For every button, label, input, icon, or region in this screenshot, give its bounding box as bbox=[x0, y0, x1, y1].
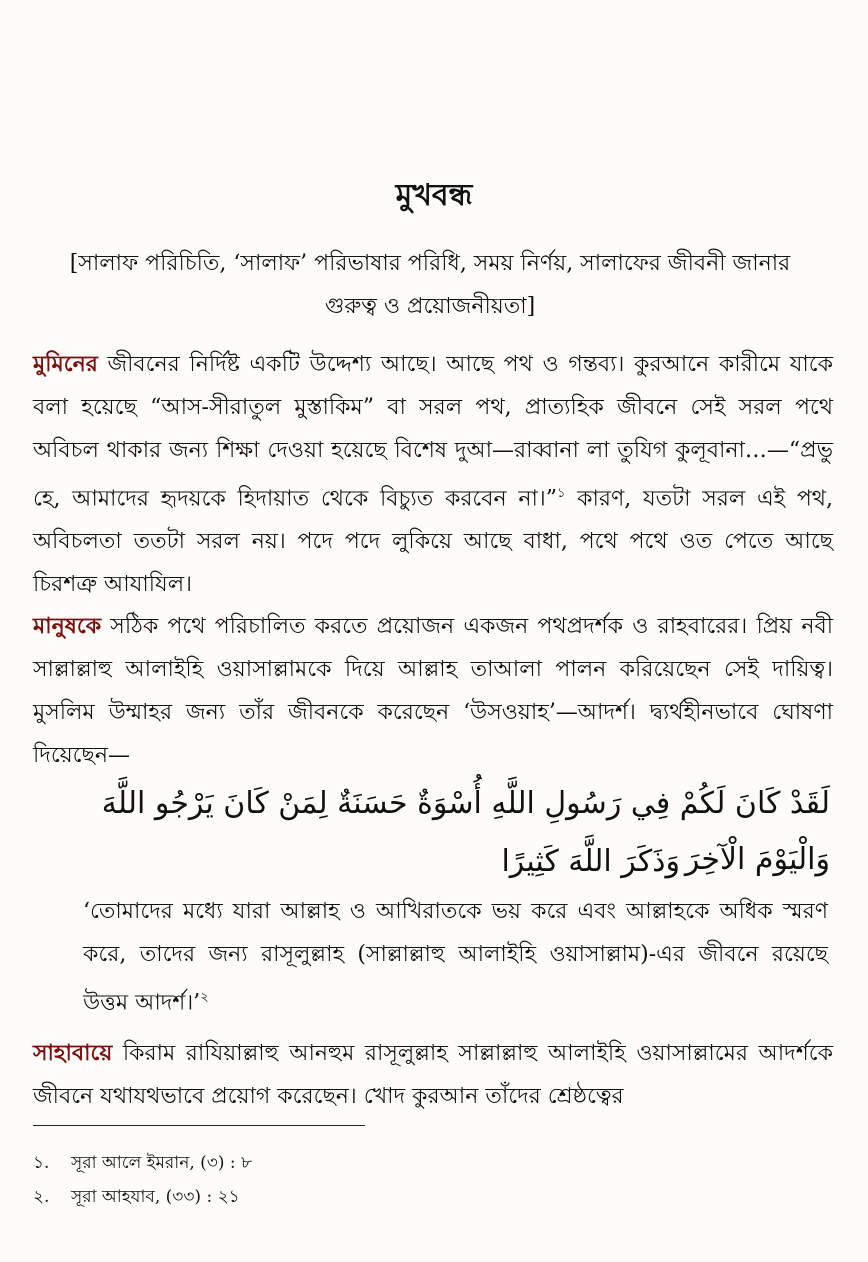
paragraph-3-first-word: সাহাবায়ে bbox=[33, 1040, 113, 1066]
footnote-ref-1: ১ bbox=[556, 486, 566, 501]
footnote-1 bbox=[33, 1146, 633, 1180]
footnote-2-number: ২. bbox=[33, 1187, 50, 1207]
paragraph-2-first-word: মানুষকে bbox=[33, 613, 102, 639]
footnote-1-number: ১. bbox=[33, 1153, 50, 1173]
paragraph-2 bbox=[33, 605, 833, 777]
footnote-ref-2: ২ bbox=[200, 990, 209, 1005]
footnotes bbox=[33, 1146, 633, 1214]
chapter-title: মুখবন্ধ bbox=[395, 178, 473, 213]
footnote-2 bbox=[33, 1180, 633, 1214]
paragraph-1-text: জীবনের নির্দিষ্ট একটি উদ্দেশ্য আছে। আছে পথ ও গন্তব্য। কুরআনে কারীমে যাকে বলা হয়েছে “আস-সীরাতুল মুস্তাকিম” বা সরল পথ, প্রাত্যহিক জীবনে সেই সরল পথে অবিচল থাকার জন্য শিক্ষা দেওয়া হয়েছে বিশেষ দুআ—রাব্বানা লা তুযিগ কুলূবানা…—“প্রভু হে, আমাদের হৃদয়কে হিদায়াত থেকে বিচ্যুত করবেন না।” bbox=[33, 352, 833, 512]
footnote-1-text: সূরা আলে ইমরান, (৩) : ৮ bbox=[71, 1153, 253, 1173]
arabic-verse-line-2: وَذَكَرَ اللَّهَ كَثِيرًا bbox=[501, 844, 680, 879]
paragraph-1-tail: কারণ, যতটা সরল এই পথ, অবিচলতা ততটা সরল নয়। পদে পদে লুকিয়ে আছে বাধা, পথে পথে ওত পেতে আছে চিরশত্রু আযাযিল। bbox=[33, 486, 833, 598]
paragraph-2-text: সঠিক পথে পরিচালিত করতে প্রয়োজন একজন পথপ্রদর্শক ও রাহবারের। প্রিয় নবী সাল্লাল্লাহু আলাইহি ওয়াসাল্লামকে দিয়ে আল্লাহ তাআলা পালন করিয়েছেন সেই দায়িত্ব। মুসলিম উম্মাহর জন্য তাঁর জীবনকে করেছেন ‘উসওয়াহ’—আদর্শ। দ্ব্যর্থহীনভাবে ঘোষণা দিয়েছেন— bbox=[33, 614, 833, 768]
footnote-2-text: সূরা আহযাব, (৩৩) : ২১ bbox=[71, 1187, 240, 1207]
paragraph-1 bbox=[33, 343, 833, 606]
verse-translation-text: ‘তোমাদের মধ্যে যারা আল্লাহ ও আখিরাতকে ভয় করে এবং আল্লাহকে অধিক স্মরণ করে, তাদের জন্য রাসূলুল্লাহ (সাল্লাল্লাহু আলাইহি ওয়াসাল্লাম)-এর জীবনে রয়েছে উত্তম আদর্শ।’ bbox=[83, 899, 828, 1016]
arabic-verse-line-1: لَقَدْ كَانَ لَكُمْ فِي رَسُولِ اللَّهِ أُسْوَةٌ حَسَنَةٌ لِمَنْ كَانَ يَرْجُو اللَّهَ وَالْيَوْمَ الْآخِرَ bbox=[101, 786, 830, 877]
footnote-divider bbox=[33, 1125, 365, 1126]
paragraph-3-text: কিরাম রাযিয়াল্লাহু আনহুম রাসূলুল্লাহ সাল্লাল্লাহু আলাইহি ওয়াসাল্লামের আদর্শকে জীবনে যথাযথভাবে প্রয়োগ করেছেন। খোদ কুরআন তাঁদের শ্রেষ্ঠত্বের bbox=[33, 1041, 833, 1109]
paragraph-1-first-word: মুমিনের bbox=[33, 351, 98, 377]
paragraph-3 bbox=[33, 1032, 833, 1118]
verse-translation bbox=[83, 890, 828, 1024]
chapter-subtitle: [সালাফ পরিচিতি, ‘সালাফ’ পরিভাষার পরিধি, সময় নির্ণয়, সালাফের জীবনী জানার গুরুত্ব ও প্রয়োজনীয়তা] bbox=[69, 251, 791, 319]
